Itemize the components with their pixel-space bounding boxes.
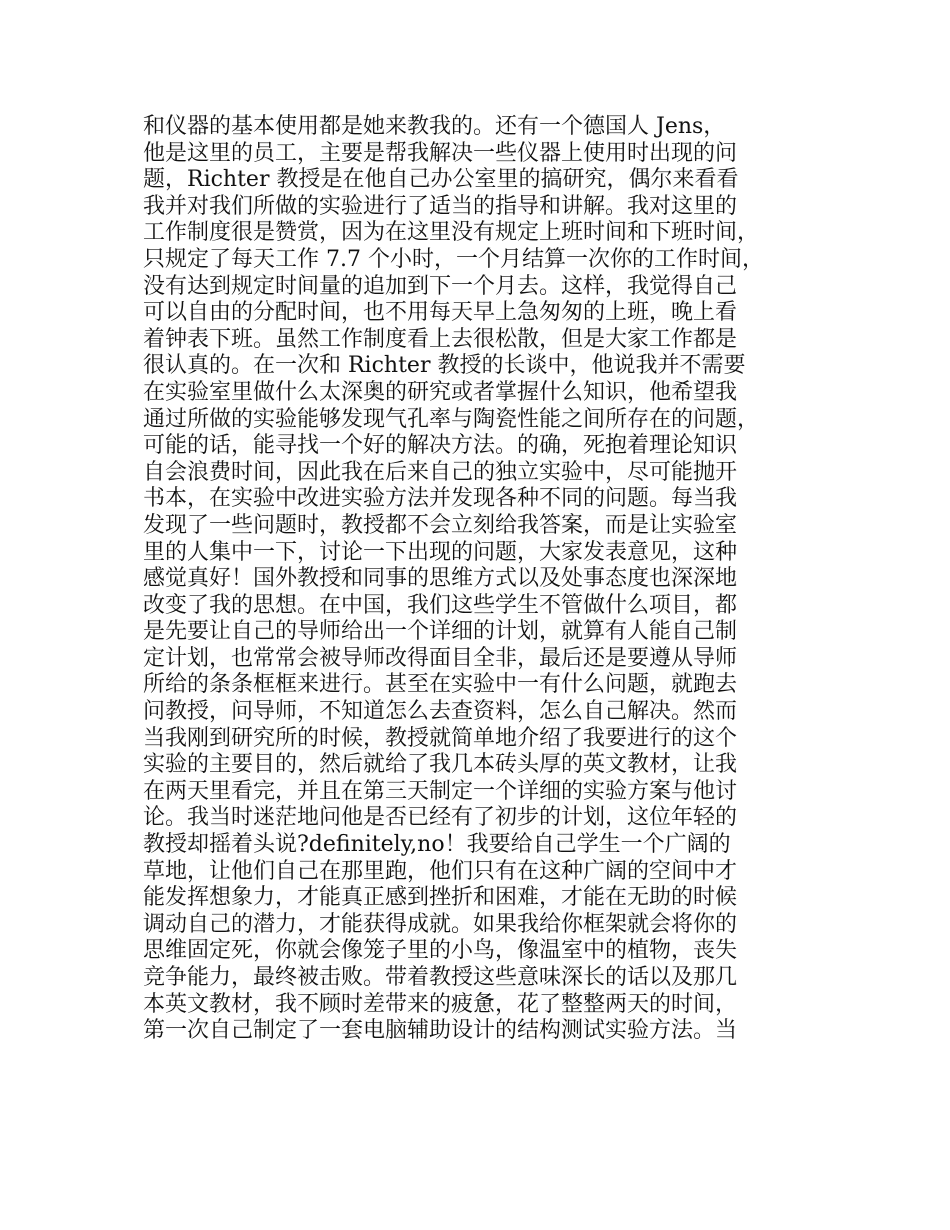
text-line: 能发挥想象力，才能真正感到挫折和困难，才能在无助的时候 <box>143 885 738 911</box>
text-line: 可以自由的分配时间，也不用每天早上急匆匆的上班，晚上看 <box>143 300 738 326</box>
text-line: 可能的话，能寻找一个好的解决方法。的确，死抱着理论知识 <box>143 433 738 459</box>
text-line: 只规定了每天工作 7.7 个小时，一个月结算一次你的工作时间， <box>143 246 764 272</box>
text-line: 在两天里看完，并且在第三天制定一个详细的实验方案与他讨 <box>143 778 738 804</box>
text-line: 竞争能力，最终被击败。带着教授这些意味深长的话以及那几 <box>143 965 738 990</box>
text-line: 草地，让他们自己在那里跑，他们只有在这种广阔的空间中才 <box>143 858 738 884</box>
text-line: 题，Richter 教授是在他自己办公室里的搞研究，偶尔来看看 <box>143 167 739 193</box>
text-line: 没有达到规定时间量的追加到下一个月去。这样，我觉得自己 <box>143 273 738 299</box>
text-line: 所给的条条框框来进行。甚至在实验中一有什么问题，就跑去 <box>143 672 738 698</box>
text-line: 发现了一些问题时，教授都不会立刻给我答案，而是让实验室 <box>143 512 738 538</box>
text-line: 我并对我们所做的实验进行了适当的指导和讲解。我对这里的 <box>143 193 738 219</box>
text-line: 定计划，也常常会被导师改得面目全非，最后还是要遵从导师 <box>143 645 738 671</box>
text-line: 和仪器的基本使用都是她来教我的。还有一个德国人 Jens， <box>143 114 726 139</box>
text-line: 教授却摇着头说?definitely,no！我要给自己学生一个广阔的 <box>143 832 731 858</box>
text-line: 工作制度很是赞赏，因为在这里没有规定上班时间和下班时间， <box>143 220 760 246</box>
text-line: 实验的主要目的，然后就给了我几本砖头厚的英文教材，让我 <box>143 752 738 778</box>
text-line: 问教授，问导师，不知道怎么去查资料，怎么自己解决。然而 <box>143 699 738 725</box>
text-line: 论。我当时迷茫地问他是否已经有了初步的计划，这位年轻的 <box>143 805 738 831</box>
text-line: 在实验室里做什么太深奥的研究或者掌握什么知识，他希望我 <box>143 379 738 405</box>
text-line: 改变了我的思想。在中国，我们这些学生不管做什么项目，都 <box>143 592 738 618</box>
text-line: 很认真的。在一次和 Richter 教授的长谈中，他说我并不需要 <box>143 353 746 379</box>
text-line: 他是这里的员工，主要是帮我解决一些仪器上使用时出现的问 <box>143 140 738 166</box>
text-line: 是先要让自己的导师给出一个详细的计划，就算有人能自己制 <box>143 619 738 645</box>
text-line: 自会浪费时间，因此我在后来自己的独立实验中，尽可能抛开 <box>143 459 738 485</box>
text-line: 当我刚到研究所的时候，教授就简单地介绍了我要进行的这个 <box>143 725 738 751</box>
text-line: 感觉真好！国外教授和同事的思维方式以及处事态度也深深地 <box>143 566 738 592</box>
body-text <box>143 114 833 1045</box>
text-line: 调动自己的潜力，才能获得成就。如果我给你框架就会将你的 <box>143 911 738 937</box>
text-line: 着钟表下班。虽然工作制度看上去很松散，但是大家工作都是 <box>143 326 738 352</box>
text-line: 思维固定死，你就会像笼子里的小鸟，像温室中的植物，丧失 <box>143 938 738 964</box>
text-line: 书本，在实验中改进实验方法并发现各种不同的问题。每当我 <box>143 486 738 512</box>
text-line: 本英文教材，我不顾时差带来的疲惫，花了整整两天的时间， <box>143 991 738 1017</box>
text-line: 里的人集中一下，讨论一下出现的问题，大家发表意见，这种 <box>143 539 738 565</box>
text-line: 通过所做的实验能够发现气孔率与陶瓷性能之间所存在的问题， <box>143 406 760 432</box>
text-line: 第一次自己制定了一套电脑辅助设计的结构测试实验方法。当 <box>143 1018 738 1044</box>
